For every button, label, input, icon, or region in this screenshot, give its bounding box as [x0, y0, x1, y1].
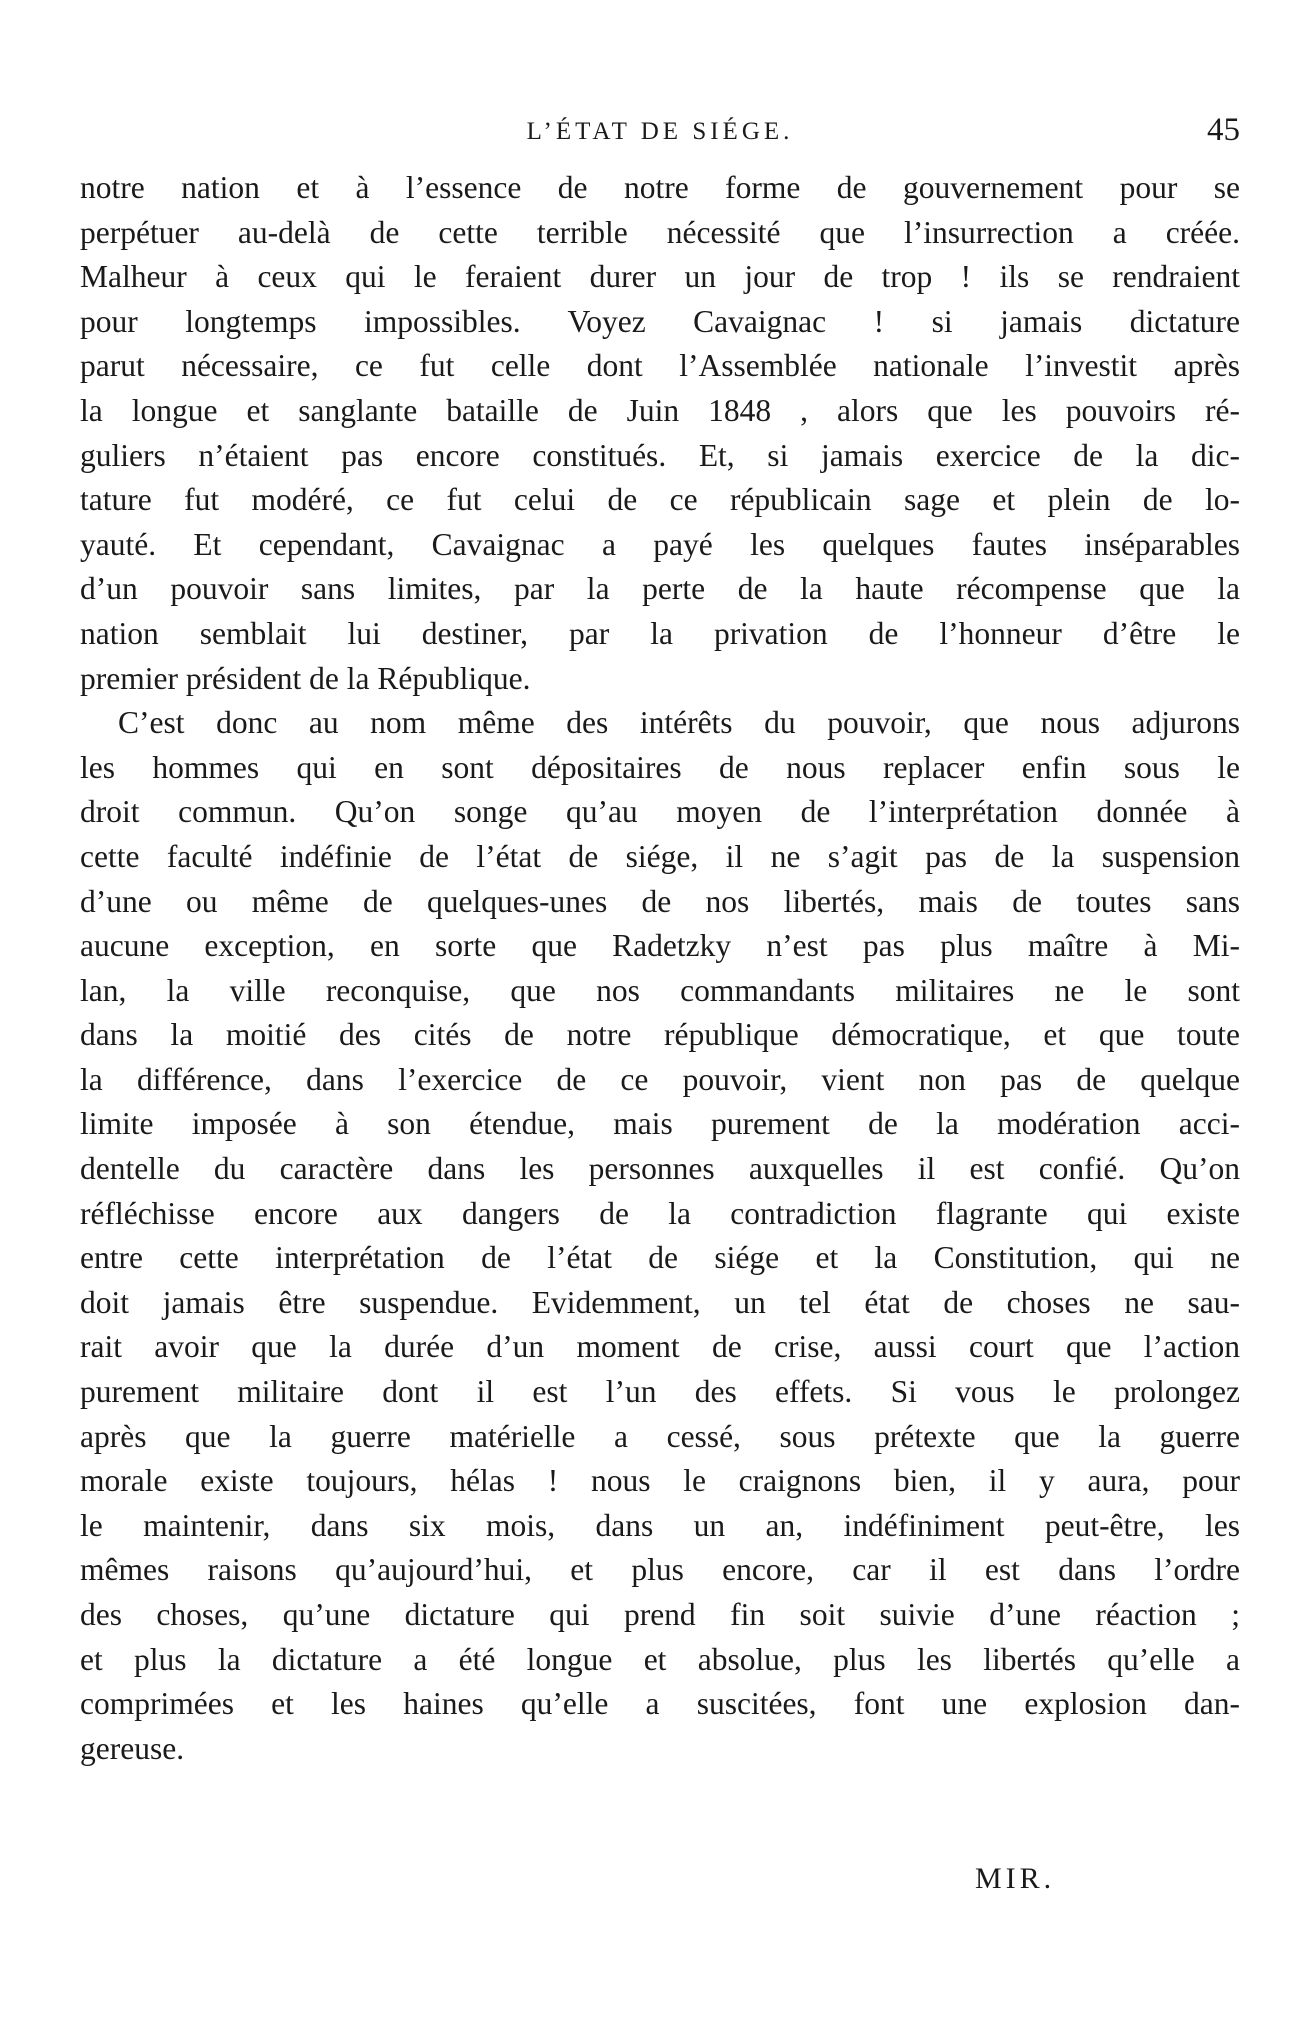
text-line: yauté. Et cependant, Cavaignac a payé les quelques fautes inséparables: [80, 526, 1240, 562]
paragraph-2: [80, 701, 1240, 1771]
text-line: après que la guerre matérielle a cessé, sous prétexte que la guerre: [80, 1418, 1240, 1454]
text-line: des choses, qu’une dictature qui prend fin soit suivie d’une réaction ;: [80, 1597, 1240, 1632]
text-line: d’un pouvoir sans limites, par la perte de la haute récompense que la: [80, 571, 1240, 607]
text-line: dentelle du caractère dans les personnes auxquelles il est confié. Qu’on: [80, 1151, 1240, 1187]
text-line: entre cette interprétation de l’état de siége et la Constitution, qui ne: [80, 1240, 1240, 1276]
signature: MIR.: [975, 1862, 1056, 1895]
text-line: la longue et sanglante bataille de Juin 1848 , alors que les pouvoirs ré-: [80, 392, 1240, 428]
text-line: la différence, dans l’exercice de ce pouvoir, vient non pas de quelque: [80, 1061, 1240, 1097]
text-line: limite imposée à son étendue, mais purement de la modération acci-: [80, 1106, 1240, 1142]
text-line: premier président de la République.: [80, 660, 531, 696]
text-line: droit commun. Qu’on songe qu’au moyen de l’interprétation donnée à: [80, 794, 1240, 830]
text-line: le maintenir, dans six mois, dans un an, indéfiniment peut-être, les: [80, 1507, 1240, 1543]
text-line: comprimées et les haines qu’elle a suscitées, font une explosion dan-: [80, 1686, 1240, 1722]
text-line: mêmes raisons qu’aujourd’hui, et plus encore, car il est dans l’ordre: [80, 1552, 1240, 1588]
text-line: nation semblait lui destiner, par la privation de l’honneur d’être le: [80, 615, 1240, 651]
text-line: morale existe toujours, hélas ! nous le craignons bien, il y aura, pour: [80, 1463, 1240, 1499]
text-line: C’est donc au nom même des intérêts du pouvoir, que nous adjurons: [118, 705, 1240, 741]
running-title: L’ÉTAT DE SIÉGE.: [526, 118, 794, 145]
paragraph-1: [80, 166, 1240, 701]
text-line: réfléchisse encore aux dangers de la contradiction flagrante qui existe: [80, 1195, 1240, 1231]
text-line: perpétuer au-delà de cette terrible nécessité que l’insurrection a créée.: [80, 214, 1240, 250]
text-line: et plus la dictature a été longue et absolue, plus les libertés qu’elle a: [80, 1641, 1240, 1677]
text-line: aucune exception, en sorte que Radetzky n’est pas plus maître à Mi-: [80, 928, 1240, 964]
text-line: guliers n’étaient pas encore constitués. Et, si jamais exercice de la dic-: [80, 437, 1240, 473]
text-line: Malheur à ceux qui le feraient durer un jour de trop ! ils se rendraient: [80, 259, 1240, 295]
page-number: 45: [1207, 112, 1240, 148]
text-line: lan, la ville reconquise, que nos commandants militaires ne le sont: [80, 972, 1240, 1008]
text-line: dans la moitié des cités de notre république démocratique, et que toute: [80, 1017, 1240, 1053]
text-line: gereuse.: [80, 1730, 185, 1766]
text-line: tature fut modéré, ce fut celui de ce républicain sage et plein de lo-: [80, 482, 1240, 518]
text-line: notre nation et à l’essence de notre forme de gouvernement pour se: [80, 170, 1240, 205]
text-line: rait avoir que la durée d’un moment de crise, aussi court que l’action: [80, 1329, 1240, 1365]
text-line: doit jamais être suspendue. Evidemment, un tel état de choses ne sau-: [80, 1284, 1240, 1320]
body-text: [80, 166, 1240, 1771]
text-line: les hommes qui en sont dépositaires de nous replacer enfin sous le: [80, 749, 1240, 785]
text-line: d’une ou même de quelques-unes de nos libertés, mais de toutes sans: [80, 883, 1240, 919]
text-line: purement militaire dont il est l’un des effets. Si vous le prolongez: [80, 1374, 1240, 1410]
text-line: cette faculté indéfinie de l’état de siége, il ne s’agit pas de la suspension: [80, 838, 1240, 874]
text-line: pour longtemps impossibles. Voyez Cavaignac ! si jamais dictature: [80, 303, 1240, 339]
running-head: [80, 112, 1240, 152]
text-line: parut nécessaire, ce fut celle dont l’Assemblée nationale l’investit après: [80, 348, 1240, 384]
